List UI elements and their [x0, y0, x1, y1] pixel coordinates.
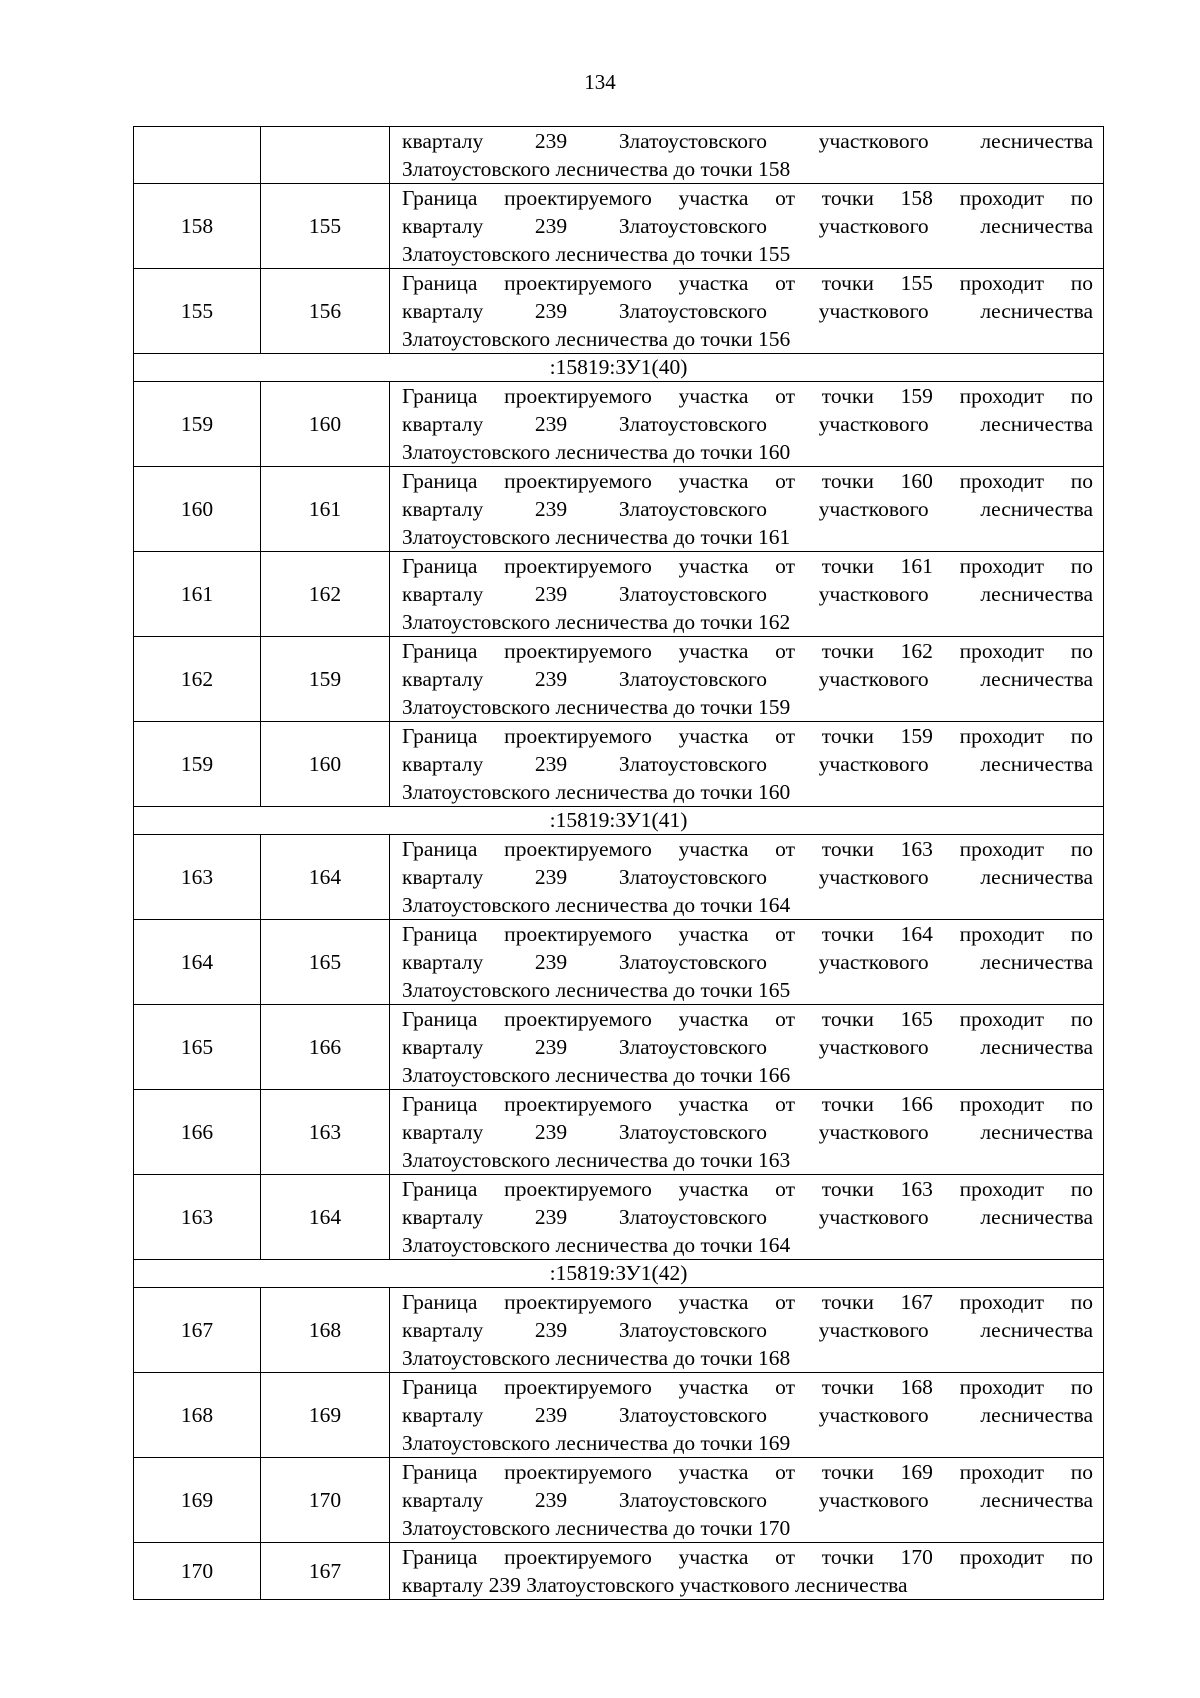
description-line: кварталу 239 Златоустовского участкового лесничества [402, 865, 1093, 889]
point-from-cell: 160 [134, 467, 261, 552]
boundary-description-cell [390, 835, 1104, 920]
point-from-cell: 159 [134, 722, 261, 807]
point-from-cell: 163 [134, 835, 261, 920]
description-line: Златоустовского лесничества до точки 160 [402, 780, 791, 804]
point-to-cell: 167 [261, 1543, 390, 1600]
description-line: Граница проектируемого участка от точки 168 проходит по [402, 1375, 1093, 1399]
description-line: кварталу 239 Златоустовского участкового лесничества [402, 299, 1093, 323]
point-to-cell: 166 [261, 1005, 390, 1090]
point-from-cell: 161 [134, 552, 261, 637]
description-line: Златоустовского лесничества до точки 160 [402, 440, 791, 464]
description-line: кварталу 239 Златоустовского участкового лесничества [402, 1573, 908, 1597]
description-line: Граница проектируемого участка от точки 162 проходит по [402, 639, 1093, 663]
boundary-description-cell [390, 637, 1104, 722]
table-row [134, 269, 1104, 354]
point-from-cell: 169 [134, 1458, 261, 1543]
boundary-description-cell [390, 382, 1104, 467]
description-line: кварталу 239 Златоустовского участкового лесничества [402, 1205, 1093, 1229]
description-line: кварталу 239 Златоустовского участкового лесничества [402, 667, 1093, 691]
boundary-table [133, 126, 1104, 1600]
description-line: Граница проектируемого участка от точки 169 проходит по [402, 1460, 1093, 1484]
boundary-description-cell [390, 1373, 1104, 1458]
description-line: кварталу 239 Златоустовского участкового лесничества [402, 950, 1093, 974]
table-row [134, 637, 1104, 722]
description-line: Граница проектируемого участка от точки 155 проходит по [402, 271, 1093, 295]
description-line: Златоустовского лесничества до точки 164 [402, 893, 791, 917]
description-line: Златоустовского лесничества до точки 159 [402, 695, 791, 719]
section-header-row [134, 354, 1104, 382]
section-label: :15819:ЗУ1(42) [134, 1260, 1104, 1288]
description-line: кварталу 239 Златоустовского участкового лесничества [402, 497, 1093, 521]
description-line: кварталу 239 Златоустовского участкового лесничества [402, 752, 1093, 776]
boundary-description-cell [390, 1090, 1104, 1175]
point-to-cell: 161 [261, 467, 390, 552]
description-line: Златоустовского лесничества до точки 164 [402, 1233, 791, 1257]
table-row [134, 722, 1104, 807]
point-from-cell [134, 127, 261, 184]
point-from-cell: 155 [134, 269, 261, 354]
description-line: кварталу 239 Златоустовского участкового лесничества [402, 412, 1093, 436]
boundary-description-cell [390, 1175, 1104, 1260]
point-to-cell: 168 [261, 1288, 390, 1373]
point-from-cell: 164 [134, 920, 261, 1005]
table-row [134, 467, 1104, 552]
description-line: Граница проектируемого участка от точки 166 проходит по [402, 1092, 1093, 1116]
table-row [134, 382, 1104, 467]
description-line: Граница проектируемого участка от точки 165 проходит по [402, 1007, 1093, 1031]
description-line: кварталу 239 Златоустовского участкового лесничества [402, 1120, 1093, 1144]
table-row [134, 1458, 1104, 1543]
description-line: кварталу 239 Златоустовского участкового лесничества [402, 1403, 1093, 1427]
table-row [134, 552, 1104, 637]
point-to-cell: 156 [261, 269, 390, 354]
description-line: Граница проектируемого участка от точки 170 проходит по [402, 1545, 1093, 1569]
boundary-description-cell [390, 467, 1104, 552]
description-line: Златоустовского лесничества до точки 163 [402, 1148, 791, 1172]
table-row [134, 1373, 1104, 1458]
description-line: Граница проектируемого участка от точки 161 проходит по [402, 554, 1093, 578]
table-row [134, 1090, 1104, 1175]
description-line: Граница проектируемого участка от точки 159 проходит по [402, 724, 1093, 748]
section-label: :15819:ЗУ1(41) [134, 807, 1104, 835]
table-row [134, 835, 1104, 920]
description-line: Граница проектируемого участка от точки 159 проходит по [402, 384, 1093, 408]
table-row [134, 127, 1104, 184]
point-to-cell: 164 [261, 1175, 390, 1260]
point-to-cell: 170 [261, 1458, 390, 1543]
point-from-cell: 167 [134, 1288, 261, 1373]
section-header-row [134, 1260, 1104, 1288]
description-line: Златоустовского лесничества до точки 166 [402, 1063, 791, 1087]
point-to-cell: 155 [261, 184, 390, 269]
description-line: кварталу 239 Златоустовского участкового лесничества [402, 214, 1093, 238]
point-to-cell: 165 [261, 920, 390, 1005]
description-line: Златоустовского лесничества до точки 155 [402, 242, 791, 266]
point-to-cell: 160 [261, 722, 390, 807]
point-from-cell: 166 [134, 1090, 261, 1175]
table-row [134, 1005, 1104, 1090]
section-header-row [134, 807, 1104, 835]
description-line: Златоустовского лесничества до точки 170 [402, 1516, 791, 1540]
point-from-cell: 165 [134, 1005, 261, 1090]
description-line: кварталу 239 Златоустовского участкового лесничества [402, 1488, 1093, 1512]
table-row [134, 1175, 1104, 1260]
section-label: :15819:ЗУ1(40) [134, 354, 1104, 382]
description-line: Граница проектируемого участка от точки 167 проходит по [402, 1290, 1093, 1314]
point-to-cell: 159 [261, 637, 390, 722]
description-line: кварталу 239 Златоустовского участкового лесничества [402, 129, 1093, 153]
boundary-description-cell [390, 1543, 1104, 1600]
description-line: Златоустовского лесничества до точки 169 [402, 1431, 791, 1455]
description-line: Граница проектируемого участка от точки 164 проходит по [402, 922, 1093, 946]
table-body [134, 127, 1104, 1600]
description-line: кварталу 239 Златоустовского участкового лесничества [402, 582, 1093, 606]
point-from-cell: 170 [134, 1543, 261, 1600]
point-from-cell: 163 [134, 1175, 261, 1260]
table-row [134, 920, 1104, 1005]
boundary-description-cell [390, 722, 1104, 807]
point-to-cell: 162 [261, 552, 390, 637]
description-line: Златоустовского лесничества до точки 156 [402, 327, 791, 351]
description-line: Граница проектируемого участка от точки 163 проходит по [402, 1177, 1093, 1201]
description-line: Златоустовского лесничества до точки 158 [402, 157, 791, 181]
boundary-description-cell [390, 920, 1104, 1005]
description-line: Златоустовского лесничества до точки 162 [402, 610, 791, 634]
description-line: кварталу 239 Златоустовского участкового лесничества [402, 1035, 1093, 1059]
description-line: Златоустовского лесничества до точки 165 [402, 978, 791, 1002]
description-line: Граница проектируемого участка от точки 158 проходит по [402, 186, 1093, 210]
point-to-cell: 163 [261, 1090, 390, 1175]
point-from-cell: 168 [134, 1373, 261, 1458]
boundary-description-cell [390, 184, 1104, 269]
boundary-description-cell [390, 269, 1104, 354]
boundary-description-cell [390, 552, 1104, 637]
boundary-description-cell [390, 1005, 1104, 1090]
description-line: Граница проектируемого участка от точки 160 проходит по [402, 469, 1093, 493]
table-row [134, 1288, 1104, 1373]
description-line: Златоустовского лесничества до точки 161 [402, 525, 791, 549]
description-line: Златоустовского лесничества до точки 168 [402, 1346, 791, 1370]
boundary-description-cell [390, 1458, 1104, 1543]
point-from-cell: 158 [134, 184, 261, 269]
point-from-cell: 159 [134, 382, 261, 467]
point-from-cell: 162 [134, 637, 261, 722]
table-row [134, 1543, 1104, 1600]
boundary-description-cell [390, 1288, 1104, 1373]
boundary-description-cell [390, 127, 1104, 184]
point-to-cell: 160 [261, 382, 390, 467]
page-number: 134 [584, 70, 616, 94]
point-to-cell [261, 127, 390, 184]
point-to-cell: 169 [261, 1373, 390, 1458]
table-row [134, 184, 1104, 269]
point-to-cell: 164 [261, 835, 390, 920]
description-line: Граница проектируемого участка от точки 163 проходит по [402, 837, 1093, 861]
description-line: кварталу 239 Златоустовского участкового лесничества [402, 1318, 1093, 1342]
